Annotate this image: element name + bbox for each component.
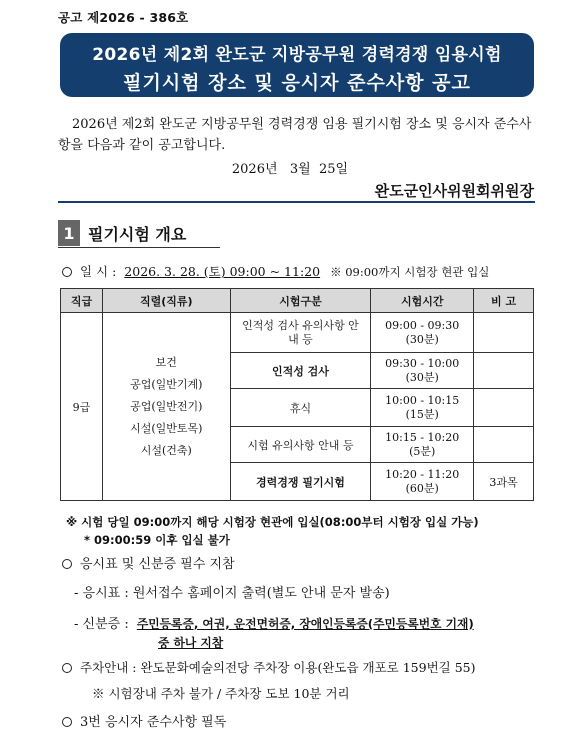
part-cell: 인적성 검사: [230, 353, 371, 389]
note-cell: 3과목: [474, 463, 534, 501]
parking-note: ※ 시험장내 주차 불가 / 주차장 도보 10분 거리: [92, 686, 350, 701]
time-cell: [371, 463, 474, 501]
notice-date: 2026년 3월 25일: [231, 162, 349, 177]
time-cell: [371, 353, 474, 389]
id-value-cont: 중 하나 지참: [158, 636, 224, 650]
note-cell: [474, 389, 534, 427]
signer: 완도군인사위원회위원장: [374, 182, 534, 200]
header-grade: 직급: [61, 289, 103, 313]
time-duration: (30분): [405, 370, 439, 384]
section-number: 1: [58, 220, 80, 246]
time-duration: (15분): [405, 407, 439, 421]
intro-text: 2026년 제2회 완도군 지방공무원 경력경쟁 임용 필기시험 장소 및 응시자 준수사항을 다음과 같이 공고합니다.: [58, 117, 532, 153]
section-title: 필기시험 개요: [88, 224, 187, 244]
circle-bullet-icon: [62, 559, 72, 569]
part-cell: 시험 유의사항 안내 등: [230, 427, 371, 463]
time-cell: [371, 313, 474, 353]
warning-line1: ※ 시험 당일 09:00까지 해당 시험장 현관에 입실(08:00부터 시험장 입실 가능): [66, 515, 479, 529]
rules-text: 3번 응시자 준수사항 필독: [80, 715, 227, 730]
id-label: - 신분증 :: [74, 617, 129, 632]
id-required-row: [62, 553, 235, 572]
time-duration: (30분): [405, 332, 439, 346]
title-banner: [60, 33, 534, 97]
time-duration: (60분): [405, 481, 439, 495]
id-required-text: 응시표 및 신분증 필수 지참: [80, 557, 235, 572]
header-post: 직렬(직류): [102, 289, 230, 313]
time-range: 09:00 - 09:30: [385, 318, 460, 332]
warning-line2: * 09:00:59 이후 입실 불가: [84, 533, 230, 547]
date-note: ※ 09:00까지 시험장 현관 입실: [330, 265, 490, 279]
note-cell: [474, 313, 534, 353]
posts-cell: [102, 313, 230, 501]
title-line1: 2026년 제2회 완도군 지방공무원 경력경쟁 임용시험: [92, 45, 502, 65]
ticket-line: - 응시표 : 원서접수 홈페이지 출력(별도 안내 문자 발송): [74, 586, 390, 601]
id-line: [74, 613, 474, 632]
time-cell: [371, 389, 474, 427]
divider: [58, 201, 535, 203]
circle-bullet-icon: [62, 717, 72, 727]
part-cell: 경력경쟁 필기시험: [230, 463, 371, 501]
time-range: 10:00 - 10:15: [385, 393, 460, 407]
circle-bullet-icon: [62, 267, 72, 277]
table-row: [61, 313, 534, 353]
time-cell: [371, 427, 474, 463]
header-part: 시험구분: [230, 289, 371, 313]
time-range: 10:15 - 10:20: [385, 430, 460, 444]
section-heading: [58, 220, 186, 246]
title-line2: 필기시험 장소 및 응시자 준수사항 공고: [123, 72, 471, 94]
circle-bullet-icon: [62, 663, 72, 673]
note-cell: [474, 427, 534, 463]
post-item: 시설(일반토목): [130, 421, 203, 435]
date-value: 2026. 3. 28. (토) 09:00 ~ 11:20: [124, 264, 321, 279]
section-underline: [58, 247, 220, 248]
part-cell: 인적성 검사 유의사항 안내 등: [230, 313, 371, 353]
post-item: 시설(건축): [140, 443, 192, 457]
id-line-cont: [158, 634, 223, 651]
id-value: 주민등록증, 여권, 운전면허증, 장애인등록증(주민등록번호 기재): [136, 617, 474, 631]
parking-text: 주차안내 : 완도문화예술의전당 주차장 이용(완도읍 개포로 159번길 55): [80, 660, 476, 675]
header-note: 비 고: [474, 289, 534, 313]
parking-row: [62, 658, 476, 676]
part-cell: 휴식: [230, 389, 371, 427]
table-header-row: [61, 289, 534, 313]
date-label: 일 시 :: [80, 264, 117, 279]
time-duration: (5분): [409, 444, 436, 458]
post-item: 공업(일반전기): [130, 399, 203, 413]
header-time: 시험시간: [371, 289, 474, 313]
exam-date-row: [62, 262, 489, 280]
rules-row: [62, 711, 226, 730]
time-range: 10:20 - 11:20: [385, 467, 460, 481]
schedule-table: [60, 288, 534, 501]
post-item: 보건: [155, 355, 177, 369]
grade-cell: 9급: [61, 313, 103, 501]
notice-number: 공고 제2026 - 386호: [58, 10, 189, 25]
post-item: 공업(일반기계): [130, 377, 203, 391]
note-cell: [474, 353, 534, 389]
time-range: 09:30 - 10:00: [385, 356, 460, 370]
